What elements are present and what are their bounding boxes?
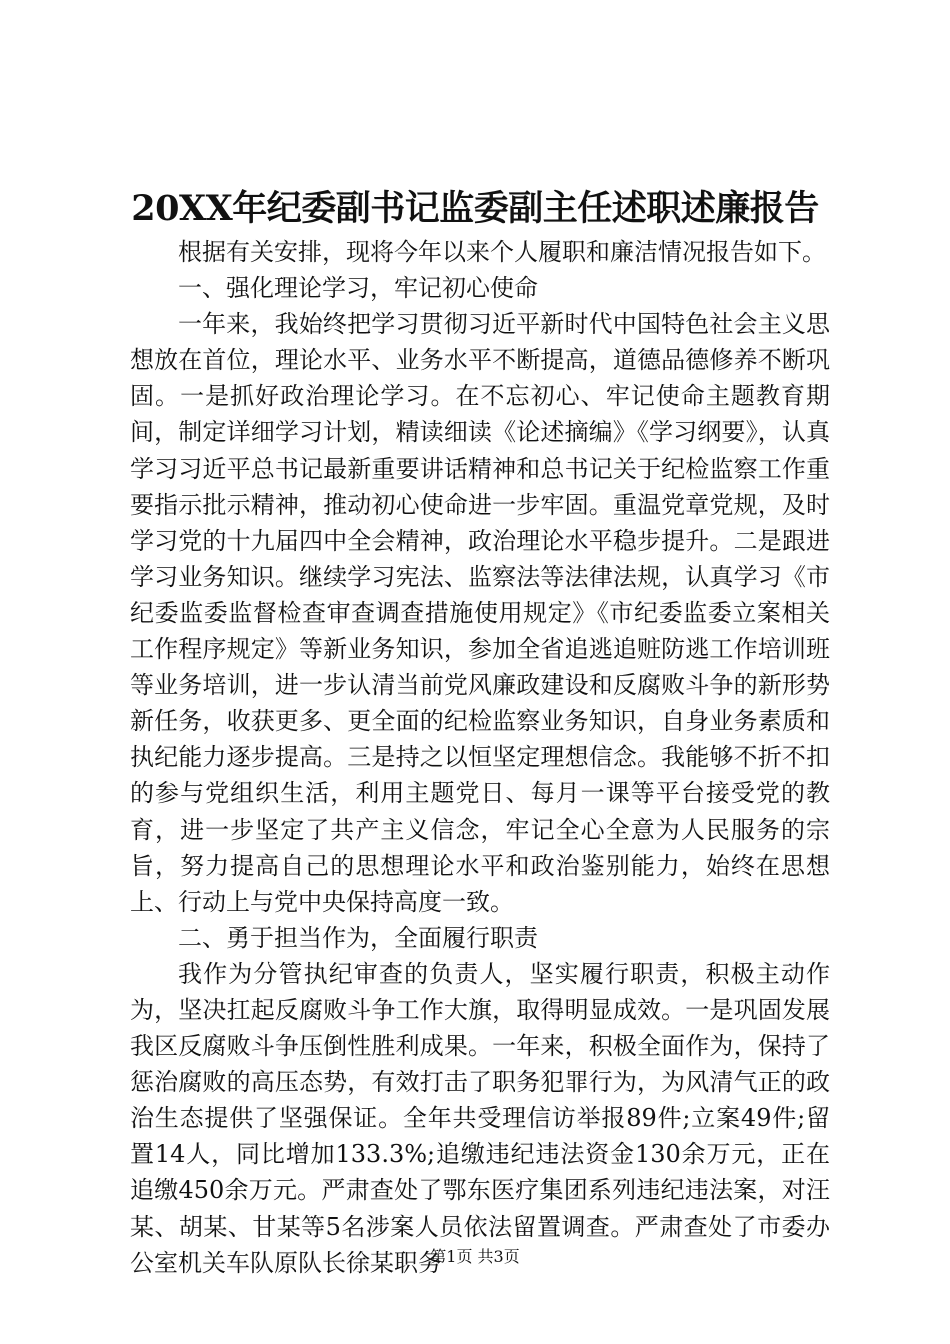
document-title: 20XX年纪委副书记监委副主任述职述廉报告	[131, 188, 819, 229]
page-number-footer: 第1页 共3页	[430, 1247, 520, 1266]
paragraph-section-1: 一年来，我始终把学习贯彻习近平新时代中国特色社会主义思想放在首位，理论水平、业务水平不断提高，道德品德修养不断巩固。一是抓好政治理论学习。在不忘初心、牢记使命主题教育期间，制定详细学习计划，精读细读《论述摘编》《学习纲要》，认真学习习近平总书记最新重要讲话精神和总书记关于纪检监察工作重要指示批示精神，推动初心使命进一步牢固。重温党章党规，及时学习党的十九届四中全会精神，政治理论水平稳步提升。二是跟进学习业务知识。继续学习宪法、监察法等法律法规，认真学习《市纪委监委监督检查审查调查措施使用规定》《市纪委监委立案相关工作程序规定》等新业务知识，参加全省追逃追赃防逃工作培训班等业务培训，进一步认清当前党风廉政建设和反腐败斗争的新形势新任务，收获更多、更全面的纪检监察业务知识，自身业务素质和执纪能力逐步提高。三是持之以恒坚定理想信念。我能够不折不扣的参与党组织生活，利用主题党日、每月一课等平台接受党的教育，进一步坚定了共产主义信念，牢记全心全意为人民服务的宗旨，努力提高自己的思想理论水平和政治鉴别能力，始终在思想上、行动上与党中央保持高度一致。	[130, 310, 830, 916]
section-heading-2: 二、勇于担当作为，全面履行职责	[178, 923, 538, 952]
section-heading-1: 一、强化理论学习，牢记初心使命	[178, 274, 538, 303]
paragraph-section-2: 我作为分管执纪审查的负责人，坚实履行职责，积极主动作为，坚决扛起反腐败斗争工作大旗，取得明显成效。一是巩固发展我区反腐败斗争压倒性胜利成果。一年来，积极全面作为，保持了惩治腐败的高压态势，有效打击了职务犯罪行为，为风清气正的政治生态提供了坚强保证。全年共受理信访举报89件;立案49件;留置14人，同比增加133.3%;追缴违纪违法资金130余万元，正在追缴450余万元。严肃查处了鄂东医疗集团系列违纪违法案，对汪某、胡某、甘某等5名涉案人员依法留置调查。严肃查处了市委办公室机关车队原队长徐某职务	[130, 959, 830, 1277]
paragraph-intro: 根据有关安排，现将今年以来个人履职和廉洁情况报告如下。	[178, 238, 826, 266]
document-body	[130, 234, 830, 1281]
